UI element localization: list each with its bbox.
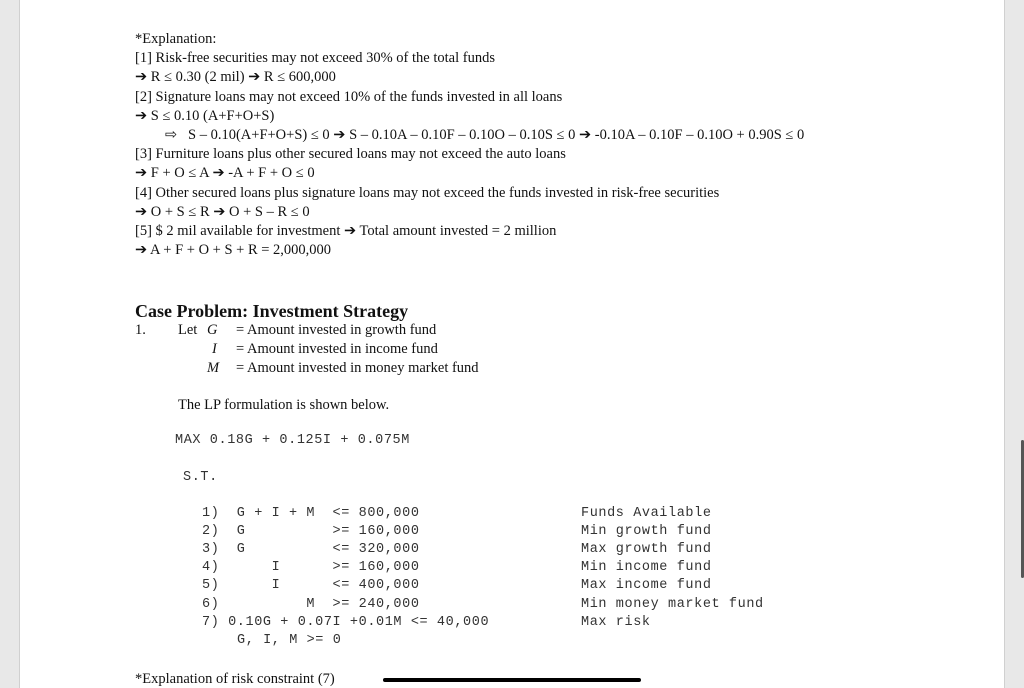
constraint-note: Min money market fund [581,597,764,612]
objective-function: MAX 0.18G + 0.125I + 0.075M [175,433,410,448]
var-description: = Amount invested in income fund [236,341,438,357]
explanation-heading: *Explanation: [135,31,217,47]
explanation-line: [4] Other secured loans plus signature loans may not exceed the funds invested in risk-free securities [135,185,720,201]
page-edge-right [1004,0,1005,688]
constraint-expr: 3) G <= 320,000 [202,542,420,557]
explanation-line: ➔ O + S ≤ R ➔ O + S – R ≤ 0 [135,204,310,220]
constraint-note: Max income fund [581,578,712,593]
var-symbol: M [207,360,220,376]
constraint-expr: 5) I <= 400,000 [202,578,420,593]
explanation-line: [1] Risk-free securities may not exceed 30% of the total funds [135,50,495,66]
explanation-line: [3] Furniture loans plus other secured loans may not exceed the auto loans [135,146,566,162]
explanation-line: ⇨ S – 0.10(A+F+O+S) ≤ 0 ➔ S – 0.10A – 0.10F – 0.10O – 0.10S ≤ 0 ➔ -0.10A – 0.10F – 0.10O + 0.90S ≤ 0 [165,127,805,143]
constraint-note: Min income fund [581,560,712,575]
constraint-note: Min growth fund [581,524,712,539]
var-description: = Amount invested in money market fund [236,360,479,376]
lp-intro: The LP formulation is shown below. [178,397,390,413]
case-title: Case Problem: Investment Strategy [135,301,409,321]
explanation-line: ➔ R ≤ 0.30 (2 mil) ➔ R ≤ 600,000 [135,69,336,85]
explanation-line: [2] Signature loans may not exceed 10% of the funds invested in all loans [135,89,563,105]
let-label: Let [178,322,198,338]
constraint-expr: 6) M >= 240,000 [202,597,420,612]
constraint-expr: 2) G >= 160,000 [202,524,420,539]
explanation-line: ➔ A + F + O + S + R = 2,000,000 [135,242,332,258]
explanation-line: ➔ F + O ≤ A ➔ -A + F + O ≤ 0 [135,165,315,181]
risk-explanation-heading: *Explanation of risk constraint (7) [135,671,335,687]
case-number: 1. [135,322,146,338]
non-negativity-constraint: G, I, M >= 0 [237,633,342,648]
var-symbol: G [207,322,218,338]
constraint-note: Funds Available [581,506,712,521]
constraint-expr: 7) 0.10G + 0.07I +0.01M <= 40,000 [202,615,490,630]
constraint-expr: 4) I >= 160,000 [202,560,420,575]
var-symbol: I [212,341,217,357]
explanation-line: ➔ S ≤ 0.10 (A+F+O+S) [135,108,275,124]
constraint-expr: 1) G + I + M <= 800,000 [202,506,420,521]
var-description: = Amount invested in growth fund [236,322,437,338]
constraint-note: Max risk [581,615,651,630]
annotation-underline-bar [383,678,641,682]
explanation-line: [5] $ 2 mil available for investment ➔ Total amount invested = 2 million [135,223,557,239]
constraint-note: Max growth fund [581,542,712,557]
subject-to-label: S.T. [183,470,218,485]
